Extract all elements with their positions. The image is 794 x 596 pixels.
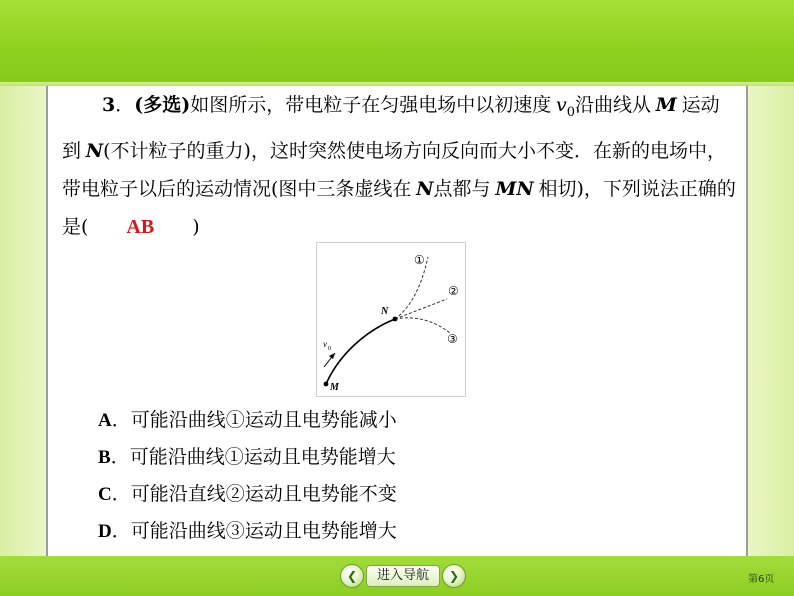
question-part: (不计粒子的重力)，这时突然使电场方向反向而大小不变．在新的电场中，带电粒子以后的运动情况(图中三条虚线在 [62,139,726,200]
option-sep: ． [110,446,130,468]
dashed-line-2 [395,299,447,319]
top-banner [0,0,794,86]
symbol-v: v [556,94,567,116]
question-number: 3 [102,94,116,116]
question-text [62,86,742,246]
label-curve-3: ③ [447,332,458,346]
options-list [98,402,397,550]
option-letter: D [98,521,112,542]
question-part: 点都与 [433,177,491,200]
option-text: 可能沿曲线①运动且电势能增大 [129,446,396,468]
symbol-n: N [85,139,104,162]
option-c [98,476,397,513]
right-rail [748,86,794,556]
trajectory-diagram [317,243,467,398]
option-letter: B [98,447,111,468]
page-number: 第6页 [748,574,775,585]
symbol-mn: MN [495,177,534,200]
option-d [98,513,397,550]
chevron-left-icon: ❮ [346,569,358,583]
dashed-curve-3 [395,318,451,334]
option-text: 可能沿直线②运动且电势能不变 [130,483,397,505]
symbol-n: N [416,177,434,200]
label-curve-2: ② [448,284,459,298]
label-curve-1: ① [414,253,425,267]
navigation-controls [340,563,466,589]
question-part: ) [192,215,200,238]
option-a [98,402,397,439]
trajectory-figure [316,242,466,397]
symbol-v-subscript: 0 [566,104,576,120]
label-v-subscript: 0 [328,346,331,352]
answer-text: AB [126,215,155,238]
point-m [324,382,329,387]
next-button[interactable] [442,564,466,588]
option-sep: ． [111,520,131,542]
label-n: N [381,306,389,317]
question-part: 如图所示，带电粒子在匀强电场中以初速度 [190,94,552,116]
prev-button[interactable] [340,564,364,588]
question-number-sep: ． [115,94,135,116]
label-m: M [330,382,339,393]
option-text: 可能沿曲线③运动且电势能增大 [130,520,397,542]
option-b [98,439,397,476]
label-v: v [323,339,327,349]
question-tag: (多选) [134,94,191,116]
question-part: 沿曲线从 [575,94,652,116]
option-sep: ． [111,409,131,431]
enter-navigation-button[interactable]: 进入导航 [366,565,440,587]
option-text: 可能沿曲线①运动且电势能减小 [130,409,397,431]
option-letter: C [98,484,112,505]
trajectory-mn [326,319,395,384]
symbol-m: M [655,94,677,116]
question-part: 运动到 [62,94,720,162]
chevron-right-icon: ❯ [448,569,460,583]
option-letter: A [98,410,112,431]
point-n [393,317,398,322]
left-rail [0,86,46,556]
option-sep: ． [111,483,131,505]
velocity-arrowhead [329,353,335,359]
question-part: 相切)，下列说法正确的是( [62,177,736,238]
